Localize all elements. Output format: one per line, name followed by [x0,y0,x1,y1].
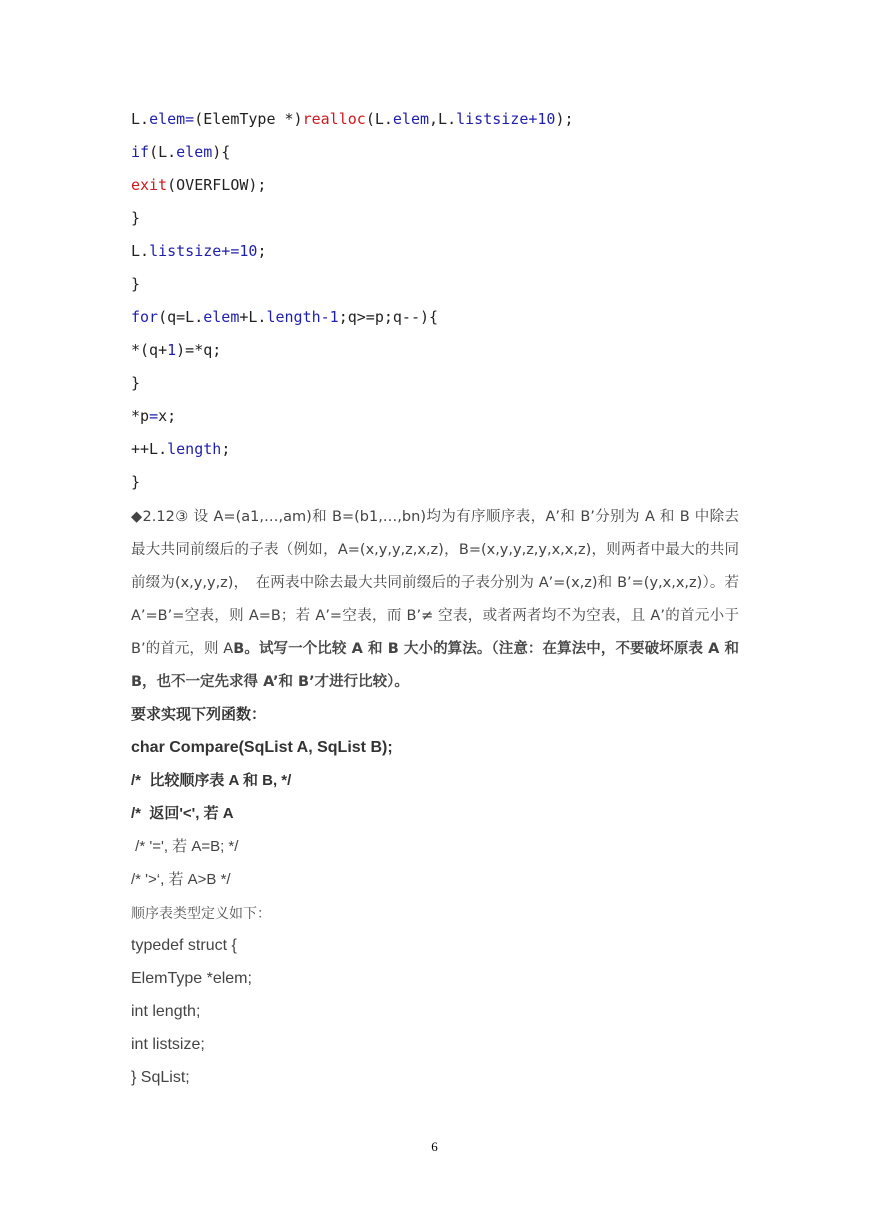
code-line-brace: } [131,209,141,227]
requirement-heading: 要求实现下列函数： [131,706,267,723]
type-intro: 顺序表类型定义如下： [131,905,271,921]
code-line-listsize: L.listsize+=10; [131,242,267,260]
comment-line: /* '>‘, 若 A>B */ [131,871,231,888]
page-number: 6 [431,1139,438,1154]
code-line-exit: exit(OVERFLOW); [131,176,267,194]
code-line-if: if(L.elem){ [131,143,231,161]
code-line-brace: } [131,275,141,293]
code-line-realloc: L.elem=(ElemType *)realloc(L.elem,L.listsize+10); [131,110,574,128]
comment-line: /* '=', 若 A=B; */ [131,838,239,855]
code-line-for: for(q=L.elem+L.length-1;q>=p;q--){ [131,308,439,326]
code-line-increment: ++L.length; [131,440,231,458]
code-line-brace: } [131,374,141,392]
code-line-brace: } [131,473,141,491]
code-line-shift: *(q+1)=*q; [131,341,222,359]
struct-line: int listsize; [131,1036,205,1053]
struct-line: int length; [131,1003,201,1020]
struct-line: ElemType *elem; [131,970,252,987]
struct-line: } SqList; [131,1069,190,1086]
struct-line: typedef struct { [131,937,237,954]
problem-paragraph: ◆2.12③ 设 A=(a1,…,am)和 B=(b1,…,bn)均为有序顺序表，A’和 B’分别为 A 和 B 中除去最大共同前缀后的子表（例如，A=(x,y,y,z,x,z)，B=(x,y,y,z,y,x,x,z)，则两者中最大的共同前缀为(x,y,y,z)， 在两表中除去最大共同前缀后的子表分别为 A’=(x,z)和 B’=(y,x,x,z)）。若 A’=B’=空表，则 A=B；若 A’=空表，而 B’≠ 空表，或者两者均不为空表，且 A’的首元小于 B’的首元，则 AB。试写一个比较 A 和 B 大小的算法。（注意：在算法中，不要破坏原表 A 和 B，也不一定先求得 A’和 B’才进行比较）。 [131,509,739,690]
code-line-assign: *p=x; [131,407,177,425]
function-signature: char Compare(SqList A, SqList B); [131,739,393,756]
comment-line: /* 比较顺序表 A 和 B, */ [131,772,292,789]
comment-line: /* 返回'<', 若 A [131,805,234,822]
